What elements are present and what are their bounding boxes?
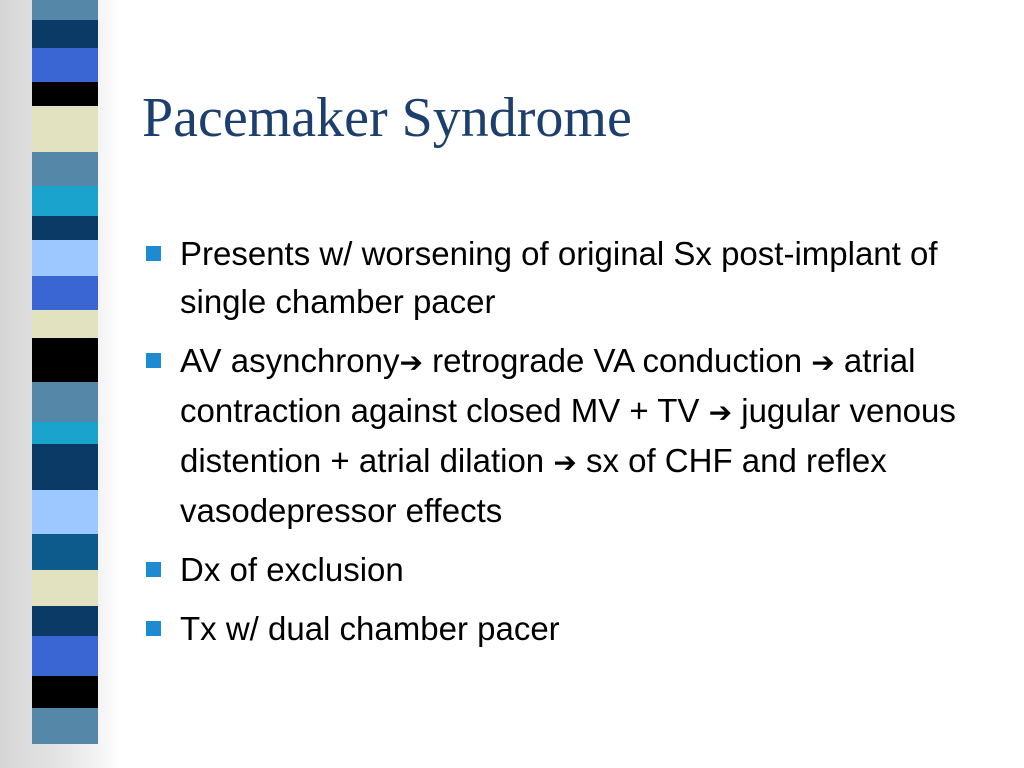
stripe-segment xyxy=(32,0,98,20)
right-arrow-icon: ➔ xyxy=(553,446,577,479)
square-bullet-icon xyxy=(146,621,161,636)
stripe-segment xyxy=(32,152,98,186)
stripe-segment xyxy=(32,82,98,106)
bullet-item xyxy=(144,230,1004,326)
bullet-text: retrograde VA conduction xyxy=(422,342,812,379)
square-bullet-icon xyxy=(146,353,161,368)
bullet-text: atrial contraction against closed MV + TV xyxy=(180,342,916,429)
stripe-segment xyxy=(32,606,98,636)
stripe-segment xyxy=(32,636,98,676)
stripe-segment xyxy=(32,490,98,534)
bullet-text: Tx w/ dual chamber pacer xyxy=(180,610,560,647)
bullet-text: Dx of exclusion xyxy=(180,551,404,588)
right-arrow-icon: ➔ xyxy=(708,396,733,429)
stripe-segment xyxy=(32,422,98,444)
slide-title: Pacemaker Syndrome xyxy=(142,87,632,149)
stripe-segment xyxy=(32,534,98,570)
stripe-segment xyxy=(32,708,98,744)
stripe-segment xyxy=(32,276,98,310)
stripe-segment xyxy=(32,310,98,338)
bullet-text: AV asynchrony xyxy=(180,342,400,379)
stripe-segment xyxy=(32,570,98,606)
square-bullet-icon xyxy=(146,246,161,261)
bullet-item xyxy=(144,546,1004,594)
stripe-segment xyxy=(32,106,98,152)
bullet-list xyxy=(144,230,1004,664)
stripe-segment xyxy=(32,444,98,490)
bullet-text: Presents w/ worsening of original Sx post-implant of single chamber pacer xyxy=(180,235,938,320)
stripe-segment xyxy=(32,338,98,382)
stripe-segment xyxy=(32,48,98,82)
stripe-segment xyxy=(32,382,98,422)
bullet-text: sx of CHF and reflex vasodepressor effects xyxy=(180,442,887,529)
decorative-side-stripe xyxy=(32,0,98,768)
right-arrow-icon: ➔ xyxy=(399,346,423,379)
stripe-segment xyxy=(32,240,98,276)
bullet-item xyxy=(144,337,1004,535)
bullet-text: jugular venous distention + atrial dilation xyxy=(180,392,956,479)
stripe-segment xyxy=(32,20,98,48)
square-bullet-icon xyxy=(146,562,161,577)
bullet-item xyxy=(144,605,1004,653)
stripe-segment xyxy=(32,186,98,216)
right-arrow-icon: ➔ xyxy=(811,346,835,379)
stripe-segment xyxy=(32,216,98,240)
stripe-segment xyxy=(32,676,98,708)
